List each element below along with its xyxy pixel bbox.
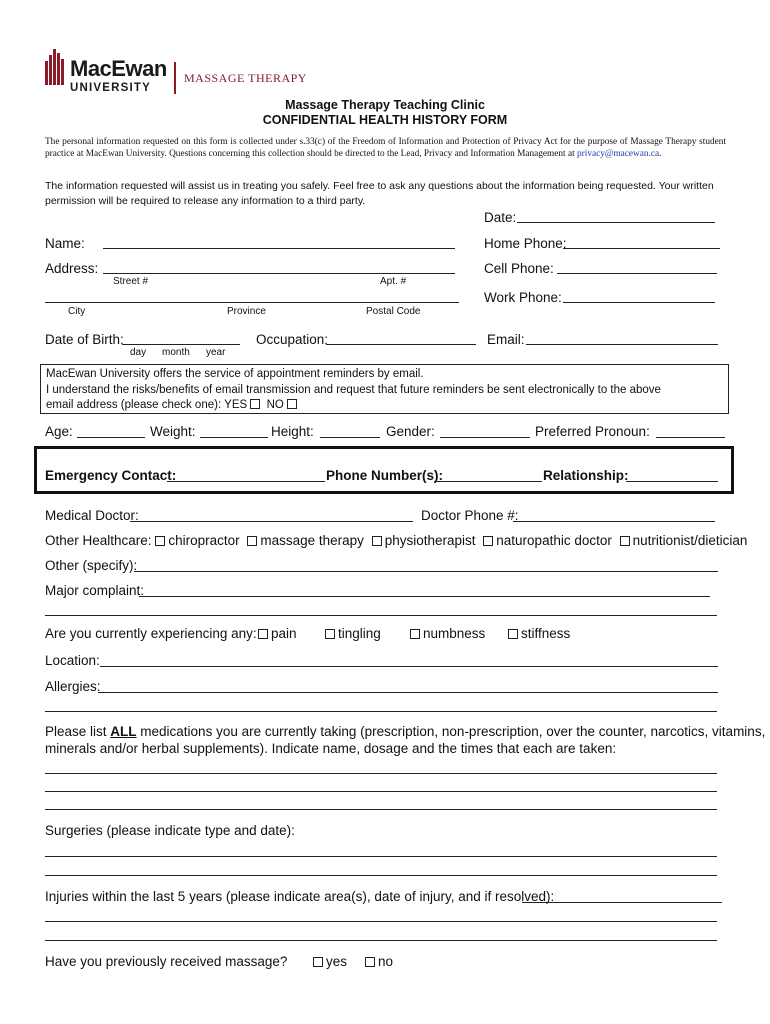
gender-field[interactable] bbox=[440, 437, 530, 438]
surgeries-field-1[interactable] bbox=[45, 856, 717, 857]
postal-caption: Postal Code bbox=[366, 306, 421, 317]
emergency-relationship-label: Relationship: bbox=[543, 468, 629, 483]
physiotherapist-checkbox[interactable] bbox=[372, 536, 382, 546]
address-field[interactable] bbox=[103, 273, 455, 274]
stiffness-label: stiffness bbox=[521, 626, 571, 641]
occupation-field[interactable] bbox=[326, 344, 476, 345]
email-no-label: NO bbox=[266, 399, 284, 411]
other-healthcare-label: Other Healthcare: bbox=[45, 533, 152, 548]
massage-no-checkbox[interactable] bbox=[365, 957, 375, 967]
age-field[interactable] bbox=[77, 437, 145, 438]
allergies-label: Allergies: bbox=[45, 679, 101, 694]
medications-field-2[interactable] bbox=[45, 791, 717, 792]
location-field[interactable] bbox=[100, 666, 718, 667]
dob-day-caption: day bbox=[130, 347, 147, 358]
medical-doctor-field[interactable] bbox=[130, 521, 413, 522]
massage-therapy-checkbox[interactable] bbox=[247, 536, 257, 546]
injuries-field-3[interactable] bbox=[45, 940, 717, 941]
tingling-option bbox=[325, 626, 381, 641]
home-phone-label: Home Phone: bbox=[484, 236, 567, 251]
allergies-field[interactable] bbox=[98, 692, 718, 693]
nutritionist-label: nutritionist/dietician bbox=[632, 533, 748, 548]
email-field[interactable] bbox=[526, 344, 718, 345]
massage-no-label: no bbox=[378, 954, 394, 969]
city-caption: City bbox=[68, 306, 86, 317]
experiencing-label: Are you currently experiencing any: bbox=[45, 626, 257, 641]
email-consent-line3 bbox=[46, 398, 723, 414]
height-field[interactable] bbox=[320, 437, 380, 438]
email-no-checkbox[interactable] bbox=[287, 399, 297, 409]
massage-yes-option bbox=[313, 954, 347, 969]
injuries-label: Injuries within the last 5 years (please indicate area(s), date of injury, and if resolved): bbox=[45, 889, 555, 904]
medications-line2: minerals and/or herbal supplements). Indicate name, dosage and the times that each are taken: bbox=[45, 741, 617, 756]
medications-text: medications you are currently taking (prescription, non-prescription, over the counter, narcotics, vitamins, bbox=[136, 724, 766, 739]
form-title: CONFIDENTIAL HEALTH HISTORY FORM bbox=[262, 113, 508, 127]
weight-label: Weight: bbox=[150, 424, 196, 439]
cell-phone-field[interactable] bbox=[557, 273, 717, 274]
email-consent-line1: MacEwan University offers the service of appointment reminders by email. bbox=[46, 368, 424, 380]
naturopathic-label: naturopathic doctor bbox=[496, 533, 612, 548]
province-caption: Province bbox=[227, 306, 266, 317]
department-name: MASSAGE THERAPY bbox=[184, 71, 307, 85]
physiotherapist-label: physiotherapist bbox=[384, 533, 476, 548]
injuries-field-1[interactable] bbox=[522, 902, 722, 903]
work-phone-label: Work Phone: bbox=[484, 290, 562, 305]
pronoun-field[interactable] bbox=[656, 437, 725, 438]
massage-therapy-label: massage therapy bbox=[260, 533, 364, 548]
surgeries-field-2[interactable] bbox=[45, 875, 717, 876]
privacy-text: The personal information requested on this form is collected under s.33(c) of the Freedom of Information and Protection of Privacy Act for the purpose of Massage Therapy student practice at MacEwan University. Questions concerning this collection should be directed to the Lead, Privacy and Information Management at bbox=[45, 137, 726, 159]
dob-label: Date of Birth: bbox=[45, 332, 124, 347]
logo-university: UNIVERSITY bbox=[70, 82, 152, 94]
info-notice: The information requested will assist us in treating you safely. Feel free to ask any questions about the information being requested. Your written permission will be required to release any information to a third party. bbox=[45, 180, 714, 207]
privacy-email-link[interactable]: privacy@macewan.ca bbox=[577, 149, 660, 159]
massage-question: Have you previously received massage? bbox=[45, 954, 288, 969]
location-label: Location: bbox=[45, 653, 100, 668]
medications-all: ALL bbox=[110, 724, 137, 739]
doctor-phone-label: Doctor Phone #: bbox=[421, 508, 519, 523]
pain-label: pain bbox=[271, 626, 297, 641]
email-consent-question: email address (please check one): bbox=[46, 399, 222, 411]
name-label: Name: bbox=[45, 236, 85, 251]
date-field[interactable] bbox=[517, 222, 715, 223]
date-label: Date: bbox=[484, 210, 517, 225]
email-consent-box bbox=[40, 364, 729, 414]
logo-divider bbox=[174, 62, 176, 94]
email-yes-checkbox[interactable] bbox=[250, 399, 260, 409]
allergies-field-2[interactable] bbox=[45, 711, 717, 712]
tingling-checkbox[interactable] bbox=[325, 629, 335, 639]
nutritionist-checkbox[interactable] bbox=[620, 536, 630, 546]
name-field[interactable] bbox=[103, 248, 455, 249]
pain-checkbox[interactable] bbox=[258, 629, 268, 639]
other-specify-label: Other (specify): bbox=[45, 558, 138, 573]
age-label: Age: bbox=[45, 424, 73, 439]
major-complaint-field[interactable] bbox=[139, 596, 710, 597]
doctor-phone-field[interactable] bbox=[513, 521, 715, 522]
privacy-notice bbox=[45, 136, 726, 160]
email-yes-label: YES bbox=[224, 399, 248, 411]
city-province-field[interactable] bbox=[45, 302, 459, 303]
emergency-contact-label: Emergency Contact: bbox=[45, 468, 177, 483]
surgeries-label: Surgeries (please indicate type and date): bbox=[45, 823, 295, 838]
chiropractor-checkbox[interactable] bbox=[155, 536, 165, 546]
emergency-phone-label: Phone Number(s): bbox=[326, 468, 444, 483]
medications-field-1[interactable] bbox=[45, 773, 717, 774]
email-consent-line2: I understand the risks/benefits of email transmission and request that future reminders be sent electronically to the above bbox=[46, 383, 661, 396]
logo-name: MacEwan bbox=[70, 56, 167, 81]
medications-prefix: Please list bbox=[45, 724, 111, 739]
numbness-option bbox=[410, 626, 485, 641]
apt-caption: Apt. # bbox=[380, 276, 407, 287]
weight-field[interactable] bbox=[200, 437, 268, 438]
street-caption: Street # bbox=[113, 276, 149, 287]
dob-month-caption: month bbox=[162, 347, 190, 358]
clinic-title: Massage Therapy Teaching Clinic bbox=[285, 98, 485, 112]
dob-year-caption: year bbox=[206, 347, 226, 358]
tingling-label: tingling bbox=[338, 626, 381, 641]
privacy-end: . bbox=[659, 149, 662, 159]
pain-option bbox=[258, 626, 297, 641]
macewan-logo-icon bbox=[45, 47, 67, 87]
occupation-label: Occupation: bbox=[256, 332, 329, 347]
chiropractor-label: chiropractor bbox=[168, 533, 240, 548]
email-label: Email: bbox=[487, 332, 525, 347]
naturopathic-checkbox[interactable] bbox=[483, 536, 493, 546]
massage-yes-label: yes bbox=[326, 954, 348, 969]
emergency-relationship-field[interactable] bbox=[626, 481, 718, 482]
work-phone-field[interactable] bbox=[563, 302, 715, 303]
major-complaint-field-2[interactable] bbox=[45, 615, 717, 616]
massage-yes-checkbox[interactable] bbox=[313, 957, 323, 967]
medications-line1 bbox=[45, 724, 765, 739]
dob-field[interactable] bbox=[122, 344, 240, 345]
gender-label: Gender: bbox=[386, 424, 435, 439]
address-label: Address: bbox=[45, 261, 99, 276]
emergency-contact-field[interactable] bbox=[167, 481, 325, 482]
pronoun-label: Preferred Pronoun: bbox=[535, 424, 650, 439]
cell-phone-label: Cell Phone: bbox=[484, 261, 554, 276]
massage-no-option bbox=[365, 954, 393, 969]
stiffness-checkbox[interactable] bbox=[508, 629, 518, 639]
emergency-phone-field[interactable] bbox=[434, 481, 542, 482]
other-healthcare-row bbox=[45, 533, 747, 548]
home-phone-field[interactable] bbox=[563, 248, 720, 249]
numbness-checkbox[interactable] bbox=[410, 629, 420, 639]
medications-field-3[interactable] bbox=[45, 809, 717, 810]
stiffness-option bbox=[508, 626, 570, 641]
numbness-label: numbness bbox=[423, 626, 486, 641]
other-specify-field[interactable] bbox=[134, 571, 718, 572]
major-complaint-label: Major complaint: bbox=[45, 583, 145, 598]
height-label: Height: bbox=[271, 424, 314, 439]
medical-doctor-label: Medical Doctor: bbox=[45, 508, 139, 523]
injuries-field-2[interactable] bbox=[45, 921, 717, 922]
